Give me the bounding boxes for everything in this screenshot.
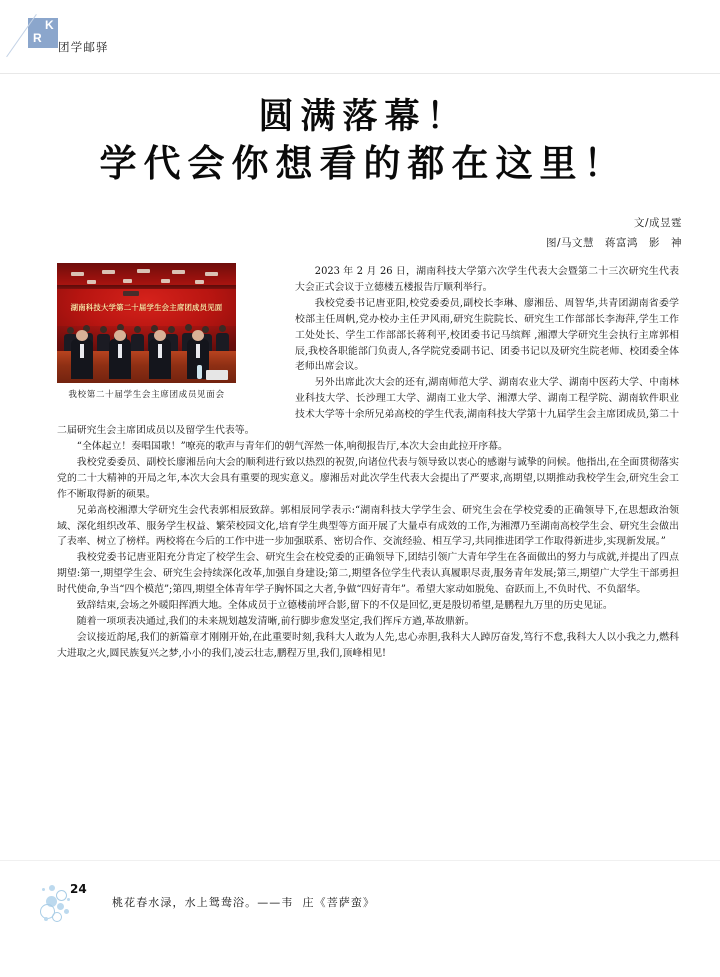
article-paragraph: 2023 年 2 月 26 日，湖南科技大学第六次学生代表大会暨第二十三次研究生代表大会正式会议于立德楼五楼报告厅顺利举行。 xyxy=(295,266,679,293)
article-paragraph: 致辞结束,会场之外暖阳挥洒大地。全体成员于立德楼前坪合影,留下的不仅是回忆,更是殷切希望,是鹏程九万里的历史见证。 xyxy=(76,600,613,612)
photo-table-object xyxy=(206,370,228,380)
logo-letter-k: K xyxy=(45,18,54,32)
photo-person-head xyxy=(114,330,126,341)
logo-letters xyxy=(31,18,61,48)
photo-front-person xyxy=(71,339,93,379)
article-paragraph: 兄弟高校湘潭大学研究生会代表郭相辰致辞。郭相辰同学表示:“湖南科技大学学生会、研究生会在学校党委的正确领导下,在思想政治领域、深化组织改革、服务学生权益、繁荣校园文化,培育学生典型等方面开展了大量卓有成效的工作,为湘潭乃至湖南高校学生会、研究生会做出了表率、树立了榜样。两校将在今后的工作中进一步加强联系、密切合作、交流经验、相互学习,共同推进团学工作取得新进步,实现新发展。” xyxy=(57,504,679,548)
photo-ceiling-light xyxy=(195,280,204,284)
photo-audience-head xyxy=(219,325,226,332)
photo-audience-head xyxy=(134,326,141,333)
publication-name: 团学邮驿 xyxy=(58,40,109,54)
photo-ceiling-light xyxy=(137,269,150,273)
masthead xyxy=(0,0,720,74)
photo-audience-body xyxy=(216,333,229,351)
article-paragraph: 另外出席此次大会的还有,湖南师范大学、湖南农业大学、湖南中医药大学、中南林业科技大学、长沙理工大学、湖南工业大学、湘潭大学、湖南工程学院、湖南软件职业技术大学等十余所兄弟高校的学生代表,湖南科技大学第十九届学生会主席团成员,第二十二届研究生会主席团成员以及留学生代表等。 xyxy=(57,377,679,437)
photo-audience-body xyxy=(131,334,144,352)
article-paragraph: 我校党委书记唐亚阳,校党委委员,副校长李琳、廖湘岳、周智华,共青团湖南省委学校部主任周帆,党办校办主任尹风雨,研究生院院长、研究生工作部部长李海萍,学生工作工处处长、学生工作部部长蒋利平,校团委书记马缤辉 ,湘潭大学研究生会执行主席郭相辰,我校各职能部门负责人,各学院党委副书记、团委书记以及研究生院老师、校团委全体老师出席会议。 xyxy=(295,297,679,373)
byline-author: 文/成昱霆 xyxy=(633,217,682,229)
photo-caption: 我校第二十届学生会主席团成员见面会 xyxy=(68,390,225,400)
photo-person-shirt xyxy=(196,344,200,358)
article-photo-figure xyxy=(57,263,236,400)
article-paragraph: 我校党委书记唐亚阳充分肯定了校学生会、研究生会在校党委的正确领导下,团结引领广大青年学生在各面做出的努力与成就,并提出了四点期望:第一,期望学生会、研究生会持续深化改革,加强自身建设;第二,期望各位学生代表认真履职尽责,服务青年发展;第三,期望广大学生干部勇担时代使命,争当“四个模范”;第四,期望全体青年学子胸怀国之大者,争做“四好青年”。希望大家动如脱兔、奋跃而上,不负时代、不负韶华。 xyxy=(57,552,679,596)
publication-logo xyxy=(28,18,62,52)
byline xyxy=(546,213,682,253)
article-photo xyxy=(57,263,236,383)
photo-ceiling-light xyxy=(102,270,115,274)
photo-audience-head xyxy=(100,326,107,333)
masthead-divider xyxy=(0,73,720,74)
photo-person-shirt xyxy=(158,344,162,358)
footer-divider xyxy=(0,860,720,861)
photo-ceiling-light xyxy=(123,279,132,283)
photo-screen xyxy=(123,291,139,296)
article-paragraph: “全体起立！奏唱国歌！”嘹亮的歌声与青年们的朝气浑然一体,响彻报告厅,本次大会由此拉开序幕。 xyxy=(76,440,508,452)
headline-block xyxy=(0,96,720,187)
logo-letter-r: R xyxy=(33,31,42,45)
photo-banner-text: 湖南科技大学第二十届学生会主席团成员见面 xyxy=(70,303,223,312)
page-number: 24 xyxy=(70,882,87,896)
photo-audience-head xyxy=(67,327,74,334)
article-paragraph: 我校党委委员、副校长廖湘岳向大会的顺利进行致以热烈的祝贺,向诸位代表与领导致以衷心的感谢与诚挚的问候。他指出,在全面贯彻落实党的二十大精神的开局之年,本次大会具有重要的现实意义。廖湘岳对此次学生代表大会提出了严要求,高期望,以期推动我校学生会,研究生会工作不断取得新的硕果。 xyxy=(57,456,679,500)
byline-photographers: 图/马文慧 蒋富鸿 影 神 xyxy=(545,237,682,249)
photo-person-head xyxy=(192,330,204,341)
photo-ceiling-beam xyxy=(57,285,236,289)
photo-ceiling-light xyxy=(172,270,185,274)
photo-water-bottle xyxy=(197,365,202,379)
headline-line-1: 圆满落幕！ xyxy=(258,97,469,137)
footer-quote-author: 庄《菩萨蛮》 xyxy=(302,896,376,909)
article-paragraph: 会议接近韵尾,我们的新篇章才刚刚开始,在此重要时刻,我科大人敢为人先,忠心赤胆,我科大人踔厉奋发,笃行不怠,我科大人以小我之力,燃科大进取之火,圆民族复兴之梦,小小的我们,凌云壮志,鹏程万里,我们,顶峰相见! xyxy=(57,631,679,659)
footer-quote-text: 桃花春水渌，水上鸳鸯浴。——韦 xyxy=(112,896,294,909)
photo-audience-head xyxy=(168,326,175,333)
page-footer xyxy=(0,860,720,977)
photo-ceiling-light xyxy=(71,272,84,276)
photo-front-person xyxy=(109,339,131,379)
article-paragraph: 随着一项项表决通过,我们的未来规划越发清晰,前行脚步愈发坚定,我们挥斥方遒,革故鼎新。 xyxy=(76,615,475,627)
photo-person-head xyxy=(154,330,166,341)
photo-front-person xyxy=(149,339,171,379)
photo-ceiling-light xyxy=(87,280,96,284)
photo-ceiling-light xyxy=(161,279,170,283)
photo-person-head xyxy=(76,330,88,341)
photo-person-shirt xyxy=(80,344,84,358)
footer-quote xyxy=(112,894,375,910)
headline-line-2: 学代会你想看的都在这里！ xyxy=(99,142,628,185)
photo-ceiling-light xyxy=(205,272,218,276)
photo-audience-head xyxy=(185,324,192,331)
photo-person-shirt xyxy=(118,344,122,358)
